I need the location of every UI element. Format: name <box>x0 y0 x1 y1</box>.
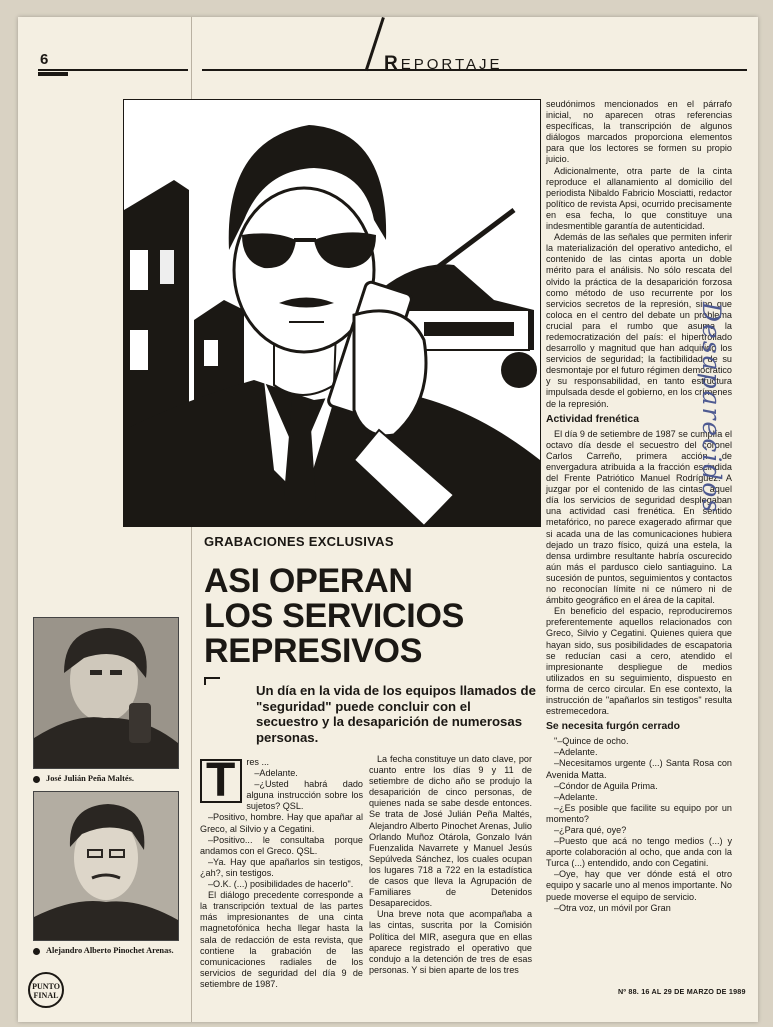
agent-illustration <box>123 99 541 527</box>
drop-cap: T <box>200 759 242 803</box>
paragraph: En beneficio del espacio, reproduciremos preferentemente aquellos relacionados con Greco, Silvio y Cegatini. Quienes quiera que hayan sido, sus posibilidades de escapatoria se reducían casi a cero, atendido el impresionante despliegue de medios utilizados en su seguimiento, dispuesto en forma de cerco circular. En ese contexto, la instrucción de "apañarlos sin testigos" resulta estremecedora. <box>546 606 732 717</box>
logo-line-2: FINAL <box>33 991 59 1000</box>
dialogue-line: –Oye, hay que ver dónde está el otro equipo y sacarle uno al menos importante. No puede moverse el equipo de servicio. <box>546 869 732 902</box>
subheading-furgon: Se necesita furgón cerrado <box>546 721 680 733</box>
headline-line-1: ASI OPERAN <box>204 562 413 600</box>
bullet-icon <box>33 776 40 783</box>
photo-caption-2: Alejandro Alberto Pinochet Arenas. <box>33 946 174 955</box>
portrait-1-svg <box>34 618 178 768</box>
dialogue-line: –Puesto que acá no tengo medios (...) y aporte colaboración al ocho, que anda con la Turca (...) entendido, ando con Cegatini. <box>546 836 732 869</box>
headline-line-3: REPRESIVOS <box>204 632 423 670</box>
photo-caption-1: José Julián Peña Maltés. <box>33 774 134 783</box>
paragraph: –Ya. Hay que apañarlos sin testigos, ¿ah?, sin testigos. <box>200 856 363 878</box>
paragraph: La fecha constituye un dato clave, por cuanto entre los días 9 y 11 de setiembre de dicho año se produjo la desaparición de cinco personas, de quienes nada se sabe desde entonces. Se trata de José Julián Peña Maltés, Alejandro Alberto Pinochet Arenas, Julio Orlando Muñoz Otárola, Gonzalo Iván Fuenzalida Navarrete y Manuel Jesús Sepúlveda Sánchez, los cuales ocupan los lugares 718 a 722 en la estadística de casos que lleva la Agrupación de Familiares de Detenidos Desaparecidos. <box>369 754 532 909</box>
handwritten-annotation: Desaparecidos <box>697 302 726 515</box>
logo-line-1: PUNTO <box>32 982 60 991</box>
dialogue-line: –Adelante. <box>554 747 598 758</box>
article-column-1 <box>200 754 363 990</box>
article-deck: Un día en la vida de los equipos llamados de "seguridad" puede concluir con el secuestro y la desaparición de numerosas personas. <box>256 683 536 745</box>
paragraph: –Positivo, hombre. Hay que apañar al Greco, al Silvio y a Cegatini. <box>200 812 363 834</box>
newspaper-page <box>18 17 758 1022</box>
page-number-bar <box>38 72 68 76</box>
paragraph: El día 9 de setiembre de 1987 se cumplía el octavo día desde el secuestro del coronel Carlos Carreño, primera acción de envergadura atribuida a la fracción escindida del Frente Patriótico Manuel Rodríguez. A juzgar por el contenido de las cintas, aquel día los servicios de seguridad desplegaban una actividad casi frenética. En sentido metafórico, no parece exagerado afirmar que si acada una de las comunicaciones hubiera dejado un trazo físico, quizá una estela, la densa urdimbre resultante habría oscurecido aún más el pardusco cielo santiaguino. La sucesión de puntos, seguimientos y contactos no reconocían límite ni ce número ni de ámbito geográfico en el área de la capital. <box>546 428 732 606</box>
dialogue-line: –Adelante. <box>554 791 598 802</box>
illustration-svg <box>124 100 540 526</box>
paragraph: –Adelante. <box>254 768 298 779</box>
paragraph: res ... <box>246 757 270 767</box>
article-headline <box>204 564 534 669</box>
portrait-photo-1 <box>33 617 179 769</box>
deck-corner-mark <box>204 677 220 685</box>
bullet-icon <box>33 948 40 955</box>
dialogue-line: "–Quince de ocho. <box>554 736 629 747</box>
dialogue-line: –¿Para qué, oye? <box>554 825 627 835</box>
paragraph: El diálogo precedente corresponde a la transcripción textual de las partes más impresionantes de una cinta magnetofónica hecha llegar hasta la sala de redacción de esta revista, que contiene la grabación de las comunicaciones radiales de los servicios de seguridad del día 9 de setiembre de 1987. <box>200 890 363 989</box>
paragraph: –Positivo... le consultaba porque andamos con el Greco. QSL. <box>200 834 363 856</box>
portrait-2-svg <box>34 792 178 940</box>
dialogue-line: –¿Es posible que facilite su equipo por un momento? <box>546 802 732 824</box>
publication-logo <box>28 972 64 1008</box>
header-slash <box>365 17 385 71</box>
article-column-2 <box>369 754 532 976</box>
subheading-actividad: Actividad frenética <box>546 413 639 425</box>
paragraph: Además de las señales que permiten inferir la materialización del operativo antedicho, el contenido de las cintas aporta un doble mérito para el análisis. No sólo rescata del olvido la práctica de la desaparición forzosa como método de uso recurrente por los servicios secretos de la represión, sino que coloca en el centro del debate un problema crucial para el rumbo que asuma la redemocratización del país: el hipertrofiado desarrollo y magnitud que han adquirido los servicios de seguridad; la factibilidad de su desmontaje por el futuro régimen democrático y su responsabilidad, en tanto estructura impulsada desde el gobierno, en los crímenes de la represión. <box>546 232 732 409</box>
issue-info: Nº 88. 16 AL 29 DE MARZO DE 1989 <box>618 987 746 996</box>
dialogue-line: –Necesitamos urgente (...) Santa Rosa con Avenida Matta. <box>546 758 732 780</box>
paragraph: seudónimos mencionados en el párrafo inicial, no aparecen otras referencias específicas, la transcripción de algunos diálogos marcados proporciona elementos para que los lectores se formen su propio juicio. <box>546 99 732 165</box>
paragraph: Adicionalmente, otra parte de la cinta reproduce el allanamiento al domicilio del periodista Nibaldo Fabricio Mosciatti, redactor político de revista Apsi, ocurrido precisamente en esa fecha, lo que constituye una indesmentible garantía de autenticidad. <box>546 165 732 232</box>
paragraph: –O.K. (...) posibilidades de hacerlo". <box>208 879 354 890</box>
dialogue-line: –Cóndor de Aguila Prima. <box>554 780 658 791</box>
paragraph: –¿Usted habrá dado alguna instrucción sobre los sujetos? QSL. <box>246 779 363 812</box>
headline-line-2: LOS SERVICIOS <box>204 597 464 635</box>
portrait-photo-2 <box>33 791 179 941</box>
dialogue-line: –Otra voz, un móvil por Gran <box>554 902 671 913</box>
paragraph: Una breve nota que acompañaba a las cintas, suscrita por la Comisión Política del MIR, asegura que en ellas aparece registrado el operativo que condujo a la detención de tres de esas personas. Y si bien aparte de los tres <box>369 909 532 975</box>
article-kicker: GRABACIONES EXCLUSIVAS <box>204 534 394 549</box>
section-title: REPORTAJE <box>384 53 503 74</box>
page-number: 6 <box>40 51 49 68</box>
header-rule-left <box>38 69 188 71</box>
